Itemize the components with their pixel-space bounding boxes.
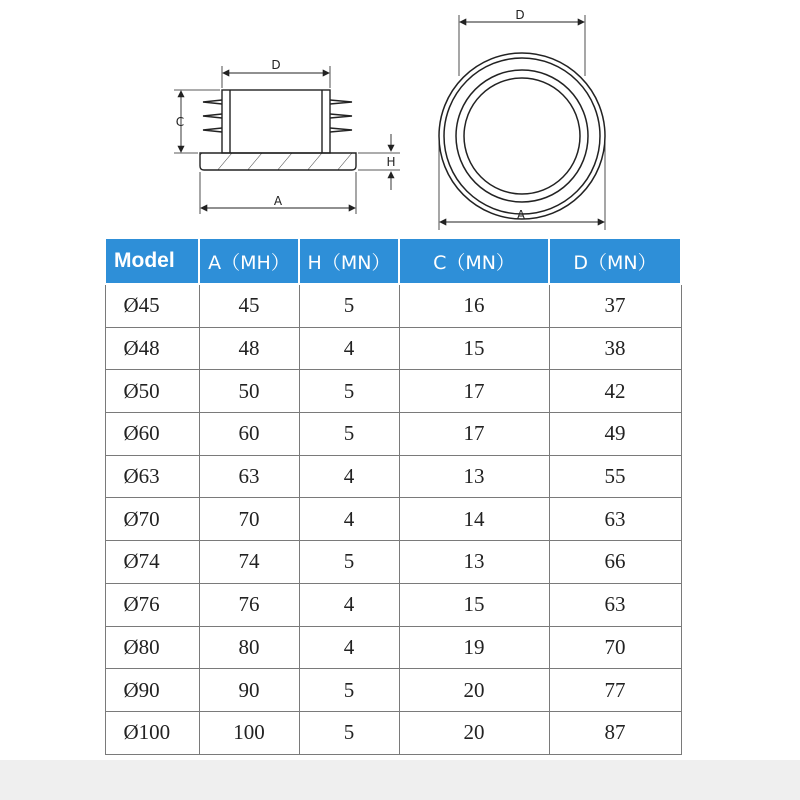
- c-cell: 14: [399, 498, 549, 541]
- header-d: D（MN）: [549, 238, 681, 284]
- d-cell: 37: [549, 284, 681, 327]
- header-model: Model: [105, 238, 199, 284]
- h-cell: 4: [299, 626, 399, 669]
- model-cell: Ø48: [105, 327, 199, 370]
- a-cell: 50: [199, 370, 299, 413]
- technical-drawings: [0, 0, 800, 232]
- model-cell: Ø74: [105, 541, 199, 584]
- top-label-d: D: [515, 8, 525, 22]
- c-cell: 20: [399, 711, 549, 754]
- d-cell: 77: [549, 669, 681, 712]
- h-cell: 5: [299, 541, 399, 584]
- a-cell: 60: [199, 413, 299, 456]
- a-cell: 63: [199, 455, 299, 498]
- header-a: A（MH）: [199, 238, 299, 284]
- side-view-drawing: [174, 66, 400, 214]
- c-cell: 17: [399, 413, 549, 456]
- h-cell: 5: [299, 284, 399, 327]
- table-row: [105, 541, 681, 584]
- c-cell: 13: [399, 455, 549, 498]
- d-cell: 63: [549, 583, 681, 626]
- a-cell: 70: [199, 498, 299, 541]
- h-cell: 5: [299, 711, 399, 754]
- model-cell: Ø60: [105, 413, 199, 456]
- model-cell: Ø45: [105, 284, 199, 327]
- d-cell: 38: [549, 327, 681, 370]
- table-row: [105, 455, 681, 498]
- c-cell: 13: [399, 541, 549, 584]
- table-row: [105, 413, 681, 456]
- side-label-d: D: [271, 58, 281, 72]
- table-row: [105, 583, 681, 626]
- h-cell: 5: [299, 669, 399, 712]
- h-cell: 4: [299, 455, 399, 498]
- table-row: [105, 370, 681, 413]
- d-cell: 42: [549, 370, 681, 413]
- side-label-h: H: [386, 155, 396, 169]
- d-cell: 63: [549, 498, 681, 541]
- d-cell: 49: [549, 413, 681, 456]
- model-cell: Ø50: [105, 370, 199, 413]
- model-cell: Ø100: [105, 711, 199, 754]
- a-cell: 48: [199, 327, 299, 370]
- d-cell: 87: [549, 711, 681, 754]
- model-cell: Ø90: [105, 669, 199, 712]
- h-cell: 4: [299, 583, 399, 626]
- table-header-row: [105, 238, 681, 284]
- d-cell: 66: [549, 541, 681, 584]
- a-cell: 45: [199, 284, 299, 327]
- top-label-a: A: [516, 208, 526, 222]
- header-h: H（MN）: [299, 238, 399, 284]
- a-cell: 100: [199, 711, 299, 754]
- a-cell: 74: [199, 541, 299, 584]
- bottom-band: [0, 760, 800, 800]
- table-row: [105, 284, 681, 327]
- spec-table: [104, 237, 682, 755]
- top-view-drawing: [439, 15, 605, 230]
- d-cell: 55: [549, 455, 681, 498]
- a-cell: 76: [199, 583, 299, 626]
- a-cell: 90: [199, 669, 299, 712]
- table-row: [105, 498, 681, 541]
- table-row: [105, 626, 681, 669]
- table-row: [105, 711, 681, 754]
- d-cell: 70: [549, 626, 681, 669]
- model-cell: Ø63: [105, 455, 199, 498]
- h-cell: 5: [299, 413, 399, 456]
- c-cell: 15: [399, 583, 549, 626]
- table-row: [105, 327, 681, 370]
- c-cell: 20: [399, 669, 549, 712]
- side-label-a: A: [273, 194, 283, 208]
- header-c: C（MN）: [399, 238, 549, 284]
- h-cell: 4: [299, 498, 399, 541]
- a-cell: 80: [199, 626, 299, 669]
- c-cell: 16: [399, 284, 549, 327]
- model-cell: Ø70: [105, 498, 199, 541]
- c-cell: 15: [399, 327, 549, 370]
- table-row: [105, 669, 681, 712]
- h-cell: 4: [299, 327, 399, 370]
- model-cell: Ø80: [105, 626, 199, 669]
- model-cell: Ø76: [105, 583, 199, 626]
- c-cell: 17: [399, 370, 549, 413]
- side-label-c: C: [175, 115, 185, 129]
- h-cell: 5: [299, 370, 399, 413]
- c-cell: 19: [399, 626, 549, 669]
